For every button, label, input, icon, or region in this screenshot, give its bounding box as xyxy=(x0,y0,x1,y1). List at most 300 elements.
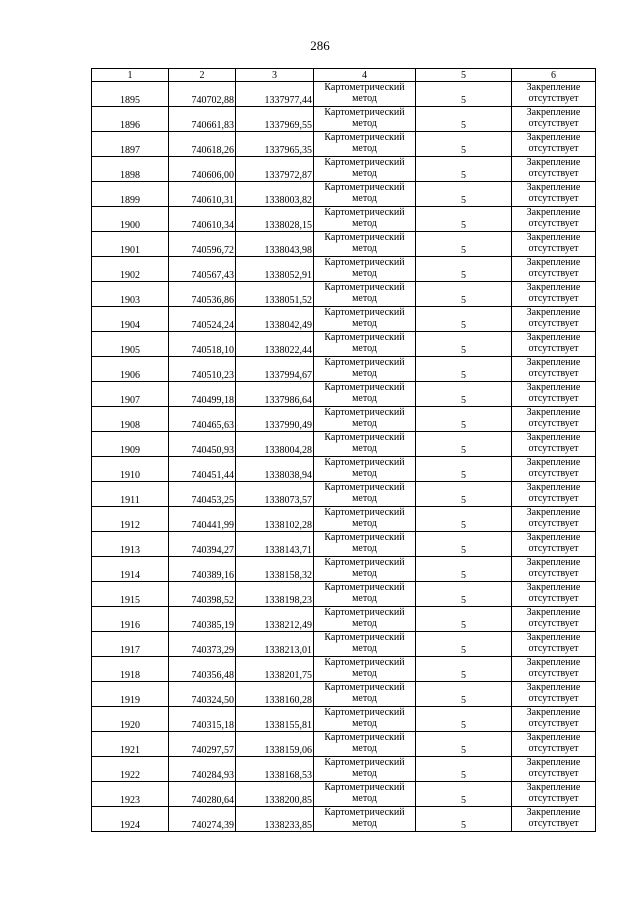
x-coordinate-cell: 740324,50 xyxy=(169,682,236,707)
point-number-cell: 1921 xyxy=(92,732,169,757)
table-row xyxy=(92,582,596,607)
x-coordinate-cell: 740606,00 xyxy=(169,157,236,182)
fixing-line-2: отсутствует xyxy=(528,93,579,104)
accuracy-cell: 5 xyxy=(416,207,512,232)
accuracy-cell: 5 xyxy=(416,507,512,532)
point-number-cell: 1920 xyxy=(92,707,169,732)
method-line-2: метод xyxy=(352,693,377,704)
method-cell xyxy=(314,732,416,757)
point-number-cell: 1912 xyxy=(92,507,169,532)
method-line-1: Картометрический xyxy=(324,107,405,118)
table-row xyxy=(92,282,596,307)
x-coordinate-cell: 740441,99 xyxy=(169,507,236,532)
fixing-line-1: Закрепление xyxy=(526,207,581,218)
fixing-cell xyxy=(512,282,596,307)
method-line-2: метод xyxy=(352,218,377,229)
y-coordinate-cell: 1338052,91 xyxy=(236,257,314,282)
fixing-cell xyxy=(512,732,596,757)
method-line-2: метод xyxy=(352,743,377,754)
point-number-cell: 1901 xyxy=(92,232,169,257)
accuracy-cell: 5 xyxy=(416,282,512,307)
method-cell xyxy=(314,407,416,432)
accuracy-cell: 5 xyxy=(416,582,512,607)
y-coordinate-cell: 1338004,28 xyxy=(236,432,314,457)
method-cell xyxy=(314,182,416,207)
table-row xyxy=(92,157,596,182)
method-line-1: Картометрический xyxy=(324,532,405,543)
y-coordinate-cell: 1338043,98 xyxy=(236,232,314,257)
method-cell xyxy=(314,357,416,382)
x-coordinate-cell: 740398,52 xyxy=(169,582,236,607)
table-row xyxy=(92,557,596,582)
method-line-1: Картометрический xyxy=(324,357,405,368)
y-coordinate-cell: 1337977,44 xyxy=(236,82,314,107)
accuracy-cell: 5 xyxy=(416,332,512,357)
method-line-1: Картометрический xyxy=(324,682,405,693)
fixing-line-2: отсутствует xyxy=(528,193,579,204)
y-coordinate-cell: 1338201,75 xyxy=(236,657,314,682)
x-coordinate-cell: 740567,43 xyxy=(169,257,236,282)
table-row xyxy=(92,657,596,682)
method-cell xyxy=(314,232,416,257)
fixing-line-2: отсутствует xyxy=(528,593,579,604)
method-cell xyxy=(314,632,416,657)
table-row xyxy=(92,382,596,407)
x-coordinate-cell: 740356,48 xyxy=(169,657,236,682)
table-row xyxy=(92,507,596,532)
accuracy-cell: 5 xyxy=(416,107,512,132)
fixing-line-1: Закрепление xyxy=(526,507,581,518)
table-row xyxy=(92,307,596,332)
fixing-line-2: отсутствует xyxy=(528,218,579,229)
fixing-line-1: Закрепление xyxy=(526,707,581,718)
x-coordinate-cell: 740610,31 xyxy=(169,182,236,207)
fixing-cell xyxy=(512,607,596,632)
accuracy-cell: 5 xyxy=(416,557,512,582)
y-coordinate-cell: 1337986,64 xyxy=(236,382,314,407)
fixing-cell xyxy=(512,682,596,707)
method-line-1: Картометрический xyxy=(324,332,405,343)
x-coordinate-cell: 740373,29 xyxy=(169,632,236,657)
fixing-line-2: отсутствует xyxy=(528,668,579,679)
method-line-2: метод xyxy=(352,268,377,279)
point-number-cell: 1911 xyxy=(92,482,169,507)
point-number-cell: 1896 xyxy=(92,107,169,132)
fixing-line-1: Закрепление xyxy=(526,532,581,543)
method-cell xyxy=(314,807,416,832)
x-coordinate-cell: 740385,19 xyxy=(169,607,236,632)
fixing-line-2: отсутствует xyxy=(528,343,579,354)
method-line-2: метод xyxy=(352,93,377,104)
method-cell xyxy=(314,257,416,282)
table-row xyxy=(92,432,596,457)
header-col-3: 3 xyxy=(236,69,314,82)
method-cell xyxy=(314,332,416,357)
fixing-line-1: Закрепление xyxy=(526,807,581,818)
fixing-line-1: Закрепление xyxy=(526,182,581,193)
accuracy-cell: 5 xyxy=(416,782,512,807)
y-coordinate-cell: 1338042,49 xyxy=(236,307,314,332)
method-line-2: метод xyxy=(352,668,377,679)
fixing-cell xyxy=(512,757,596,782)
point-number-cell: 1904 xyxy=(92,307,169,332)
method-line-2: метод xyxy=(352,293,377,304)
method-line-1: Картометрический xyxy=(324,132,405,143)
method-line-2: метод xyxy=(352,818,377,829)
fixing-line-2: отсутствует xyxy=(528,718,579,729)
method-line-1: Картометрический xyxy=(324,732,405,743)
table-row xyxy=(92,107,596,132)
method-line-2: метод xyxy=(352,643,377,654)
point-number-cell: 1907 xyxy=(92,382,169,407)
fixing-cell xyxy=(512,82,596,107)
fixing-line-1: Закрепление xyxy=(526,382,581,393)
point-number-cell: 1913 xyxy=(92,532,169,557)
method-line-2: метод xyxy=(352,768,377,779)
accuracy-cell: 5 xyxy=(416,82,512,107)
method-line-1: Картометрический xyxy=(324,282,405,293)
x-coordinate-cell: 740280,64 xyxy=(169,782,236,807)
method-line-1: Картометрический xyxy=(324,482,405,493)
fixing-line-2: отсутствует xyxy=(528,768,579,779)
x-coordinate-cell: 740518,10 xyxy=(169,332,236,357)
method-line-1: Картометрический xyxy=(324,307,405,318)
header-col-5: 5 xyxy=(416,69,512,82)
table-row xyxy=(92,532,596,557)
x-coordinate-cell: 740610,34 xyxy=(169,207,236,232)
fixing-line-1: Закрепление xyxy=(526,657,581,668)
method-line-2: метод xyxy=(352,543,377,554)
y-coordinate-cell: 1338200,85 xyxy=(236,782,314,807)
fixing-cell xyxy=(512,332,596,357)
point-number-cell: 1917 xyxy=(92,632,169,657)
y-coordinate-cell: 1338160,28 xyxy=(236,682,314,707)
method-line-2: метод xyxy=(352,393,377,404)
y-coordinate-cell: 1338073,57 xyxy=(236,482,314,507)
method-line-2: метод xyxy=(352,168,377,179)
fixing-line-2: отсутствует xyxy=(528,118,579,129)
method-line-1: Картометрический xyxy=(324,757,405,768)
point-number-cell: 1897 xyxy=(92,132,169,157)
x-coordinate-cell: 740499,18 xyxy=(169,382,236,407)
method-cell xyxy=(314,457,416,482)
table-row xyxy=(92,757,596,782)
method-line-2: метод xyxy=(352,418,377,429)
method-line-1: Картометрический xyxy=(324,82,405,93)
header-col-4: 4 xyxy=(314,69,416,82)
accuracy-cell: 5 xyxy=(416,407,512,432)
fixing-cell xyxy=(512,407,596,432)
method-line-1: Картометрический xyxy=(324,707,405,718)
table-row xyxy=(92,82,596,107)
accuracy-cell: 5 xyxy=(416,732,512,757)
header-col-6: 6 xyxy=(512,69,596,82)
x-coordinate-cell: 740450,93 xyxy=(169,432,236,457)
table-row xyxy=(92,332,596,357)
fixing-line-2: отсутствует xyxy=(528,643,579,654)
x-coordinate-cell: 740315,18 xyxy=(169,707,236,732)
table-header xyxy=(92,69,596,82)
accuracy-cell: 5 xyxy=(416,157,512,182)
x-coordinate-cell: 740618,26 xyxy=(169,132,236,157)
method-line-1: Картометрический xyxy=(324,507,405,518)
fixing-line-1: Закрепление xyxy=(526,757,581,768)
table-row xyxy=(92,232,596,257)
accuracy-cell: 5 xyxy=(416,807,512,832)
method-cell xyxy=(314,557,416,582)
method-cell xyxy=(314,607,416,632)
x-coordinate-cell: 740389,16 xyxy=(169,557,236,582)
header-row xyxy=(92,69,596,82)
method-cell xyxy=(314,432,416,457)
fixing-line-2: отсутствует xyxy=(528,393,579,404)
y-coordinate-cell: 1337994,67 xyxy=(236,357,314,382)
fixing-cell xyxy=(512,482,596,507)
method-line-2: метод xyxy=(352,143,377,154)
point-number-cell: 1919 xyxy=(92,682,169,707)
y-coordinate-cell: 1338233,85 xyxy=(236,807,314,832)
fixing-line-1: Закрепление xyxy=(526,557,581,568)
fixing-line-2: отсутствует xyxy=(528,693,579,704)
fixing-line-1: Закрепление xyxy=(526,307,581,318)
table-row xyxy=(92,707,596,732)
table-row xyxy=(92,807,596,832)
y-coordinate-cell: 1338038,94 xyxy=(236,457,314,482)
fixing-cell xyxy=(512,582,596,607)
fixing-line-1: Закрепление xyxy=(526,232,581,243)
fixing-line-1: Закрепление xyxy=(526,132,581,143)
y-coordinate-cell: 1338158,32 xyxy=(236,557,314,582)
accuracy-cell: 5 xyxy=(416,382,512,407)
x-coordinate-cell: 740510,23 xyxy=(169,357,236,382)
table-row xyxy=(92,607,596,632)
accuracy-cell: 5 xyxy=(416,432,512,457)
fixing-line-1: Закрепление xyxy=(526,107,581,118)
point-number-cell: 1906 xyxy=(92,357,169,382)
fixing-line-2: отсутствует xyxy=(528,243,579,254)
fixing-line-2: отсутствует xyxy=(528,268,579,279)
accuracy-cell: 5 xyxy=(416,457,512,482)
method-line-1: Картометрический xyxy=(324,207,405,218)
fixing-cell xyxy=(512,357,596,382)
y-coordinate-cell: 1338102,28 xyxy=(236,507,314,532)
method-cell xyxy=(314,207,416,232)
method-line-2: метод xyxy=(352,343,377,354)
method-line-1: Картометрический xyxy=(324,382,405,393)
x-coordinate-cell: 740536,86 xyxy=(169,282,236,307)
point-number-cell: 1899 xyxy=(92,182,169,207)
table-row xyxy=(92,732,596,757)
fixing-cell xyxy=(512,182,596,207)
fixing-line-2: отсутствует xyxy=(528,293,579,304)
method-line-2: метод xyxy=(352,718,377,729)
fixing-cell xyxy=(512,382,596,407)
x-coordinate-cell: 740524,24 xyxy=(169,307,236,332)
table-row xyxy=(92,207,596,232)
point-number-cell: 1910 xyxy=(92,457,169,482)
fixing-cell xyxy=(512,307,596,332)
fixing-line-2: отсутствует xyxy=(528,468,579,479)
x-coordinate-cell: 740284,93 xyxy=(169,757,236,782)
y-coordinate-cell: 1337965,35 xyxy=(236,132,314,157)
fixing-line-1: Закрепление xyxy=(526,282,581,293)
fixing-cell xyxy=(512,807,596,832)
fixing-line-2: отсутствует xyxy=(528,418,579,429)
fixing-cell xyxy=(512,557,596,582)
accuracy-cell: 5 xyxy=(416,132,512,157)
fixing-cell xyxy=(512,507,596,532)
x-coordinate-cell: 740453,25 xyxy=(169,482,236,507)
method-line-1: Картометрический xyxy=(324,457,405,468)
method-line-1: Картометрический xyxy=(324,407,405,418)
point-number-cell: 1900 xyxy=(92,207,169,232)
point-number-cell: 1895 xyxy=(92,82,169,107)
accuracy-cell: 5 xyxy=(416,632,512,657)
method-line-1: Картометрический xyxy=(324,257,405,268)
method-cell xyxy=(314,507,416,532)
method-line-1: Картометрический xyxy=(324,632,405,643)
method-cell xyxy=(314,657,416,682)
method-line-2: метод xyxy=(352,618,377,629)
accuracy-cell: 5 xyxy=(416,707,512,732)
page-number: 286 xyxy=(310,38,330,53)
fixing-line-2: отсутствует xyxy=(528,793,579,804)
method-line-1: Картометрический xyxy=(324,557,405,568)
method-line-1: Картометрический xyxy=(324,157,405,168)
fixing-line-1: Закрепление xyxy=(526,407,581,418)
fixing-line-1: Закрепление xyxy=(526,432,581,443)
y-coordinate-cell: 1337969,55 xyxy=(236,107,314,132)
method-cell xyxy=(314,682,416,707)
fixing-line-1: Закрепление xyxy=(526,82,581,93)
method-cell xyxy=(314,132,416,157)
x-coordinate-cell: 740465,63 xyxy=(169,407,236,432)
point-number-cell: 1924 xyxy=(92,807,169,832)
method-line-2: метод xyxy=(352,193,377,204)
y-coordinate-cell: 1337972,87 xyxy=(236,157,314,182)
fixing-line-2: отсутствует xyxy=(528,543,579,554)
method-line-1: Картометрический xyxy=(324,182,405,193)
x-coordinate-cell: 740596,72 xyxy=(169,232,236,257)
fixing-line-1: Закрепление xyxy=(526,332,581,343)
table-row xyxy=(92,482,596,507)
fixing-line-2: отсутствует xyxy=(528,618,579,629)
fixing-line-2: отсутствует xyxy=(528,568,579,579)
fixing-line-1: Закрепление xyxy=(526,607,581,618)
coordinates-table xyxy=(91,68,596,832)
method-cell xyxy=(314,107,416,132)
y-coordinate-cell: 1337990,49 xyxy=(236,407,314,432)
fixing-line-2: отсутствует xyxy=(528,493,579,504)
x-coordinate-cell: 740274,39 xyxy=(169,807,236,832)
fixing-cell xyxy=(512,257,596,282)
table-row xyxy=(92,782,596,807)
method-cell xyxy=(314,582,416,607)
point-number-cell: 1923 xyxy=(92,782,169,807)
point-number-cell: 1903 xyxy=(92,282,169,307)
fixing-line-2: отсутствует xyxy=(528,318,579,329)
y-coordinate-cell: 1338155,81 xyxy=(236,707,314,732)
method-cell xyxy=(314,82,416,107)
accuracy-cell: 5 xyxy=(416,682,512,707)
fixing-line-1: Закрепление xyxy=(526,457,581,468)
method-line-2: метод xyxy=(352,593,377,604)
method-cell xyxy=(314,382,416,407)
x-coordinate-cell: 740394,27 xyxy=(169,532,236,557)
accuracy-cell: 5 xyxy=(416,532,512,557)
method-line-1: Картометрический xyxy=(324,582,405,593)
fixing-line-2: отсутствует xyxy=(528,443,579,454)
fixing-line-1: Закрепление xyxy=(526,482,581,493)
y-coordinate-cell: 1338022,44 xyxy=(236,332,314,357)
x-coordinate-cell: 740297,57 xyxy=(169,732,236,757)
method-line-2: метод xyxy=(352,443,377,454)
point-number-cell: 1916 xyxy=(92,607,169,632)
fixing-line-1: Закрепление xyxy=(526,257,581,268)
table-row xyxy=(92,632,596,657)
fixing-cell xyxy=(512,432,596,457)
table-row xyxy=(92,407,596,432)
method-line-2: метод xyxy=(352,468,377,479)
point-number-cell: 1908 xyxy=(92,407,169,432)
method-line-1: Картометрический xyxy=(324,807,405,818)
point-number-cell: 1909 xyxy=(92,432,169,457)
accuracy-cell: 5 xyxy=(416,757,512,782)
fixing-cell xyxy=(512,457,596,482)
fixing-line-1: Закрепление xyxy=(526,782,581,793)
point-number-cell: 1902 xyxy=(92,257,169,282)
method-cell xyxy=(314,532,416,557)
fixing-line-2: отсутствует xyxy=(528,743,579,754)
table-row xyxy=(92,457,596,482)
method-cell xyxy=(314,482,416,507)
fixing-cell xyxy=(512,232,596,257)
method-line-2: метод xyxy=(352,368,377,379)
fixing-cell xyxy=(512,657,596,682)
fixing-cell xyxy=(512,157,596,182)
fixing-cell xyxy=(512,782,596,807)
accuracy-cell: 5 xyxy=(416,482,512,507)
x-coordinate-cell: 740451,44 xyxy=(169,457,236,482)
method-cell xyxy=(314,782,416,807)
accuracy-cell: 5 xyxy=(416,657,512,682)
method-cell xyxy=(314,282,416,307)
method-cell xyxy=(314,757,416,782)
fixing-line-2: отсутствует xyxy=(528,368,579,379)
method-line-2: метод xyxy=(352,568,377,579)
table-row xyxy=(92,257,596,282)
fixing-line-1: Закрепление xyxy=(526,682,581,693)
method-line-1: Картометрический xyxy=(324,782,405,793)
fixing-line-2: отсутствует xyxy=(528,518,579,529)
accuracy-cell: 5 xyxy=(416,232,512,257)
table-body xyxy=(92,82,596,832)
method-line-2: метод xyxy=(352,493,377,504)
accuracy-cell: 5 xyxy=(416,257,512,282)
accuracy-cell: 5 xyxy=(416,607,512,632)
y-coordinate-cell: 1338028,15 xyxy=(236,207,314,232)
method-line-2: метод xyxy=(352,118,377,129)
x-coordinate-cell: 740702,88 xyxy=(169,82,236,107)
fixing-cell xyxy=(512,632,596,657)
fixing-line-1: Закрепление xyxy=(526,732,581,743)
y-coordinate-cell: 1338003,82 xyxy=(236,182,314,207)
accuracy-cell: 5 xyxy=(416,182,512,207)
table-row xyxy=(92,132,596,157)
fixing-cell xyxy=(512,107,596,132)
fixing-cell xyxy=(512,207,596,232)
point-number-cell: 1898 xyxy=(92,157,169,182)
